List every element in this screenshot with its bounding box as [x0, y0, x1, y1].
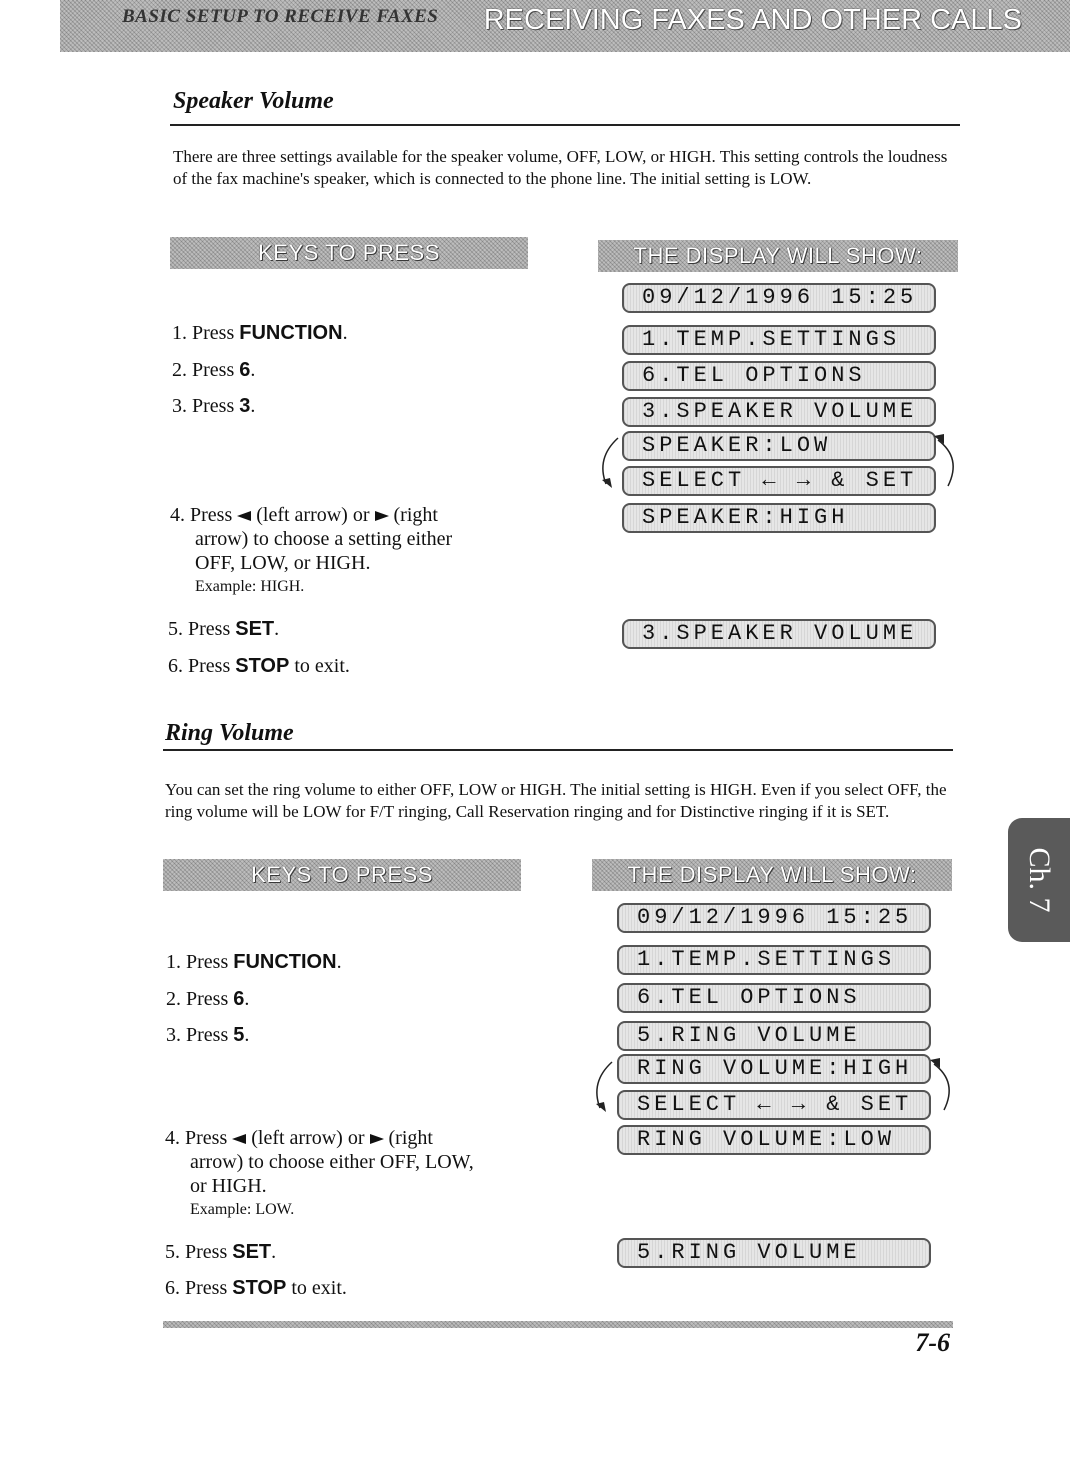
ring-intro: You can set the ring volume to either OFF, LOW or HIGH. The initial setting is HIGH. Even if you select OFF, the ring volume will be LOW for F/T ringing, Call Reservation ringing and for Distinctive ringing if it is SET. [165, 780, 947, 821]
ring-step-4: 4. Press (left arrow) or (right arrow) to choose either OFF, LOW, or HIGH. Example: LOW. [165, 1126, 525, 1222]
speaker-section-title: Speaker Volume [173, 88, 334, 114]
speaker-intro: There are three settings available for the speaker volume, OFF, LOW, or HIGH. This setting controls the loudness of the fax machine's speaker, which is connected to the phone line. The initial setting is LOW. [173, 147, 948, 188]
speaker-step-2: 2. Press 6. [172, 359, 256, 381]
ring-step-2: 2. Press 6. [166, 988, 250, 1010]
ring-lcd-datetime: 09/12/1996 15:25 [617, 903, 931, 933]
ring-step-5: 5. Press SET. [165, 1241, 277, 1263]
set-key: SET [235, 618, 275, 640]
ring-title-rule [163, 749, 953, 751]
key-6: 6 [233, 988, 245, 1010]
ring-step-6: 6. Press STOP to exit. [165, 1277, 347, 1299]
ring-step-1: 1. Press FUNCTION. [166, 951, 342, 973]
speaker-lcd-result: 3.SPEAKER VOLUME [622, 619, 936, 649]
speaker-lcd-datetime: 09/12/1996 15:25 [622, 283, 936, 313]
speaker-step-4: 4. Press (left arrow) or (right arrow) to choose a setting either OFF, LOW, or HIGH. Example: HIGH. [170, 503, 530, 599]
speaker-lcd-temp-settings: 1.TEMP.SETTINGS [622, 325, 936, 355]
right-arrow-icon [370, 1134, 384, 1144]
chapter-tab: Ch. 7 [1008, 818, 1070, 942]
ring-display-header: THE DISPLAY WILL SHOW: [592, 859, 952, 891]
speaker-cycle-right-bracket [930, 428, 970, 500]
speaker-title-rule [170, 124, 960, 126]
key-6: 6 [239, 359, 251, 381]
key-5: 5 [233, 1024, 245, 1046]
speaker-step-1: 1. Press FUNCTION. [172, 322, 348, 344]
ring-keys-header: KEYS TO PRESS [163, 859, 521, 891]
ring-section-title: Ring Volume [165, 720, 294, 746]
page-number: 7-6 [915, 1328, 950, 1357]
ring-cycle-left-bracket [582, 1052, 622, 1124]
function-key: FUNCTION [239, 322, 343, 344]
ring-lcd-ring-volume: 5.RING VOLUME [617, 1021, 931, 1051]
function-key: FUNCTION [233, 951, 337, 973]
header-section-label: BASIC SETUP TO RECEIVE FAXES [122, 6, 439, 27]
ring-lcd-ring-high: RING VOLUME:HIGH [617, 1054, 931, 1084]
speaker-lcd-tel-options: 6.TEL OPTIONS [622, 361, 936, 391]
key-3: 3 [239, 395, 251, 417]
speaker-step-5: 5. Press SET. [168, 618, 280, 640]
left-arrow-icon [237, 511, 251, 521]
ring-lcd-temp-settings: 1.TEMP.SETTINGS [617, 945, 931, 975]
speaker-cycle-left-bracket [588, 428, 628, 500]
ring-cycle-right-bracket [926, 1052, 966, 1124]
right-arrow-icon [375, 511, 389, 521]
speaker-lcd-speaker-high: SPEAKER:HIGH [622, 503, 936, 533]
speaker-keys-header: KEYS TO PRESS [170, 237, 528, 269]
left-arrow-icon [232, 1134, 246, 1144]
set-key: SET [232, 1241, 272, 1263]
speaker-step-3: 3. Press 3. [172, 395, 256, 417]
stop-key: STOP [235, 655, 290, 677]
header-chapter-title: RECEIVING FAXES AND OTHER CALLS [483, 4, 1022, 36]
speaker-example: Example: HIGH. [195, 578, 305, 595]
ring-lcd-tel-options: 6.TEL OPTIONS [617, 983, 931, 1013]
header-band [60, 0, 1070, 52]
speaker-step-6: 6. Press STOP to exit. [168, 655, 350, 677]
ring-lcd-ring-low: RING VOLUME:LOW [617, 1125, 931, 1155]
stop-key: STOP [232, 1277, 287, 1299]
ring-lcd-select-set: SELECT ← → & SET [617, 1090, 931, 1120]
speaker-lcd-select-set: SELECT ← → & SET [622, 466, 936, 496]
ring-example: Example: LOW. [190, 1201, 295, 1218]
speaker-display-header: THE DISPLAY WILL SHOW: [598, 240, 958, 272]
ring-step-3: 3. Press 5. [166, 1024, 250, 1046]
speaker-lcd-speaker-volume: 3.SPEAKER VOLUME [622, 397, 936, 427]
speaker-lcd-speaker-low: SPEAKER:LOW [622, 431, 936, 461]
footer-bar [163, 1321, 953, 1328]
ring-lcd-result: 5.RING VOLUME [617, 1238, 931, 1268]
